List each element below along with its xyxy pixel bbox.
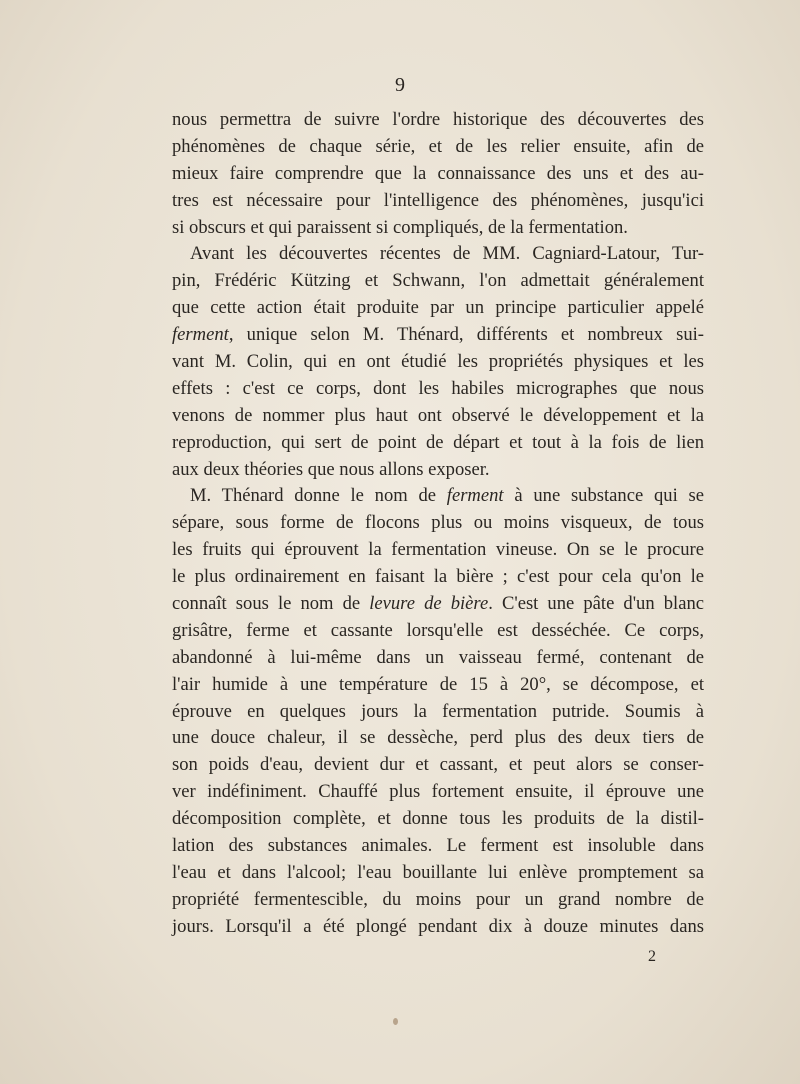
text-line: tres est nécessaire pour l'intelligence des phénomènes, jusqu'ici [172,189,704,211]
paragraph-start-line: Avant les découvertes récentes de MM. Cagniard-Latour, Tur- [190,243,704,265]
text-line: son poids d'eau, devient dur et cassant, et peut alors se conser- [172,754,704,776]
text-line: décomposition complète, et donne tous les produits de la distil- [172,808,704,830]
text-line: sépare, sous forme de flocons plus ou moins visqueux, de tous [172,512,704,534]
text-line: éprouve en quelques jours la fermentation putride. Soumis à [172,700,704,722]
text-line: mieux faire comprendre que la connaissance des uns et des au- [172,162,704,184]
text-line: propriété fermentescible, du moins pour un grand nombre de [172,888,704,910]
text-line: grisâtre, ferme et cassante lorsqu'elle est desséchée. Ce corps, [172,619,704,641]
page-number: 9 [395,74,405,96]
paragraph-start-line: M. Thénard donne le nom de ferment à une substance qui se [190,485,704,507]
text-line: si obscurs et qui paraissent si compliqués, de la fermentation. [172,216,628,238]
text-line: abandonné à lui-même dans un vaisseau fermé, contenant de [172,646,704,668]
text-line: l'air humide à une température de 15 à 20°, se décompose, et [172,673,704,695]
body-text [172,107,704,941]
text-line: lation des substances animales. Le ferment est insoluble dans [172,835,704,857]
text-line: l'eau et dans l'alcool; l'eau bouillante lui enlève promptement sa [172,861,704,883]
text-line: phénomènes de chaque série, et de les relier ensuite, afin de [172,135,704,157]
text-line: ver indéfiniment. Chauffé plus fortement ensuite, il éprouve une [172,781,704,803]
text-line: jours. Lorsqu'il a été plongé pendant dix à douze minutes dans [172,915,704,937]
text-line: reproduction, qui sert de point de départ et tout à la fois de lien [172,431,704,453]
text-line: nous permettra de suivre l'ordre historique des découvertes des [172,109,704,130]
text-line: les fruits qui éprouvent la fermentation vineuse. On se le procure [172,539,704,561]
paper-stain [393,1018,398,1025]
text-line: le plus ordinairement en faisant la bière ; c'est pour cela qu'on le [172,566,704,588]
text-line: venons de nommer plus haut ont observé le développement et la [172,404,704,426]
text-line: aux deux théories que nous allons exposer. [172,458,490,480]
signature-mark: 2 [648,948,656,965]
text-line: une douce chaleur, il se dessèche, perd plus des deux tiers de [172,727,704,749]
text-line: que cette action était produite par un principe particulier appelé [172,297,704,319]
text-line: connaît sous le nom de levure de bière. C'est une pâte d'un blanc [172,593,704,615]
text-line: effets : c'est ce corps, dont les habiles micrographes que nous [172,377,704,399]
text-line: ferment, unique selon M. Thénard, différents et nombreux sui- [172,324,704,346]
text-line: vant M. Colin, qui en ont étudié les propriétés physiques et les [172,351,704,373]
text-line: pin, Frédéric Kützing et Schwann, l'on admettait généralement [172,270,704,292]
